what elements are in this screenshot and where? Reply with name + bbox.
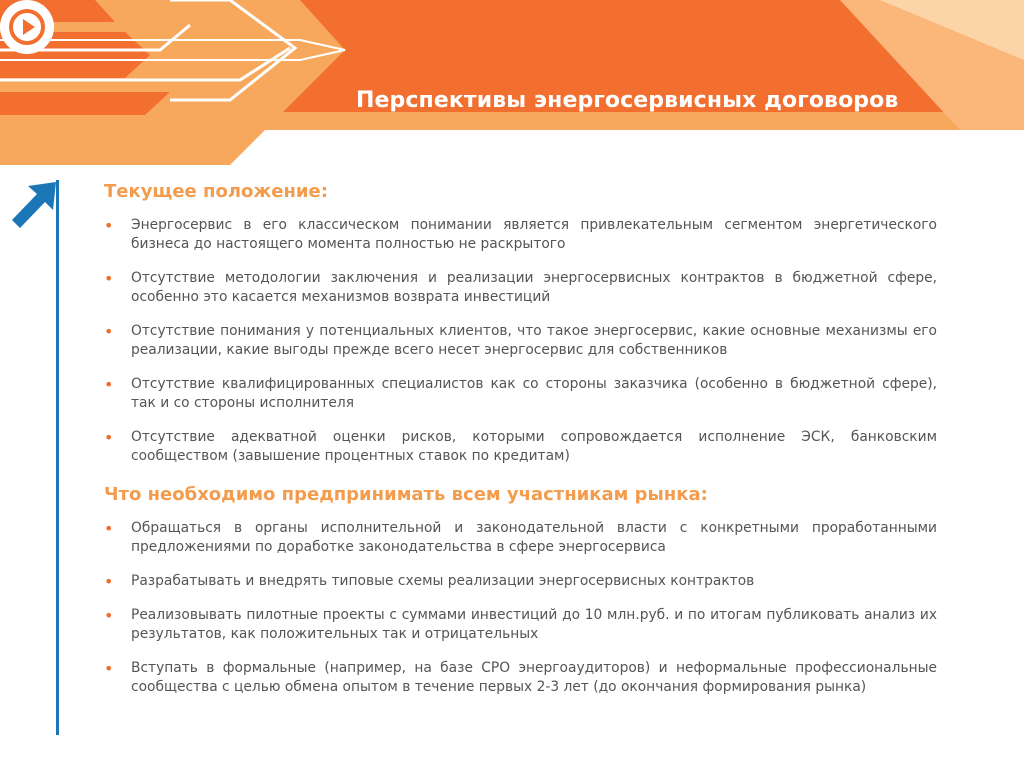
list-item: [104, 606, 937, 644]
bullet-icon: •: [104, 519, 114, 538]
list-item-text: Отсутствие квалифицированных специалистов как со стороны заказчика (особенно в бюджетной сфере), так и со стороны исполнителя: [131, 376, 937, 411]
bullet-icon: •: [104, 216, 114, 235]
list-item: [104, 519, 937, 557]
slide-content: [104, 181, 937, 712]
bullet-icon: •: [104, 659, 114, 678]
market-actions-list: [104, 519, 937, 697]
bullet-icon: •: [104, 572, 114, 591]
list-item-text: Обращаться в органы исполнительной и законодательной власти с конкретными проработанными предложениями по доработке законодательства в сфере энергосервиса: [131, 520, 937, 555]
bullet-icon: •: [104, 375, 114, 394]
section-heading-market-actions: Что необходимо предпринимать всем участникам рынка:: [104, 484, 708, 505]
slide-header: [0, 0, 1024, 165]
header-arrows-graphic: [0, 0, 1024, 165]
list-item: [104, 216, 937, 254]
bullet-icon: •: [104, 269, 114, 288]
list-item-text: Реализовывать пилотные проекты с суммами инвестиций до 10 млн.руб. и по итогам публиковать анализ их результатов, как положительных так и отрицательных: [131, 607, 937, 642]
list-item-text: Отсутствие адекватной оценки рисков, которыми сопровождается исполнение ЭСК, банковским сообществом (завышение процентных ставок по кредитам): [131, 429, 937, 464]
bullet-icon: •: [104, 606, 114, 625]
list-item: [104, 269, 937, 307]
play-circle-icon[interactable]: [0, 0, 54, 54]
bullet-icon: •: [104, 428, 114, 447]
bullet-icon: •: [104, 322, 114, 341]
list-item: [104, 322, 937, 360]
current-state-list: [104, 216, 937, 466]
list-item-text: Разрабатывать и внедрять типовые схемы реализации энергосервисных контрактов: [131, 573, 755, 589]
list-item-text: Вступать в формальные (например, на базе СРО энергоаудиторов) и неформальные профессиональные сообщества с целью обмена опытом в течение первых 2-3 лет (до окончания формирования рынка): [131, 660, 937, 695]
list-item-text: Отсутствие методологии заключения и реализации энергосервисных контрактов в бюджетной сфере, особенно это касается механизмов возврата инвестиций: [131, 270, 937, 305]
list-item-text: Энергосервис в его классическом понимании является привлекательным сегментом энергетического бизнеса до настоящего момента полностью не раскрытого: [131, 217, 937, 252]
section-heading-current-state: Текущее положение:: [104, 181, 328, 202]
list-item: [104, 659, 937, 697]
slide-title: Перспективы энергосервисных договоров: [356, 88, 899, 113]
arrow-up-right-icon: [10, 180, 60, 740]
list-item: [104, 428, 937, 466]
list-item: [104, 375, 937, 413]
list-item: [104, 572, 937, 591]
list-item-text: Отсутствие понимания у потенциальных клиентов, что такое энергосервис, какие основные механизмы его реализации, какие выгоды прежде всего несет энергосервис для собственников: [131, 323, 937, 358]
